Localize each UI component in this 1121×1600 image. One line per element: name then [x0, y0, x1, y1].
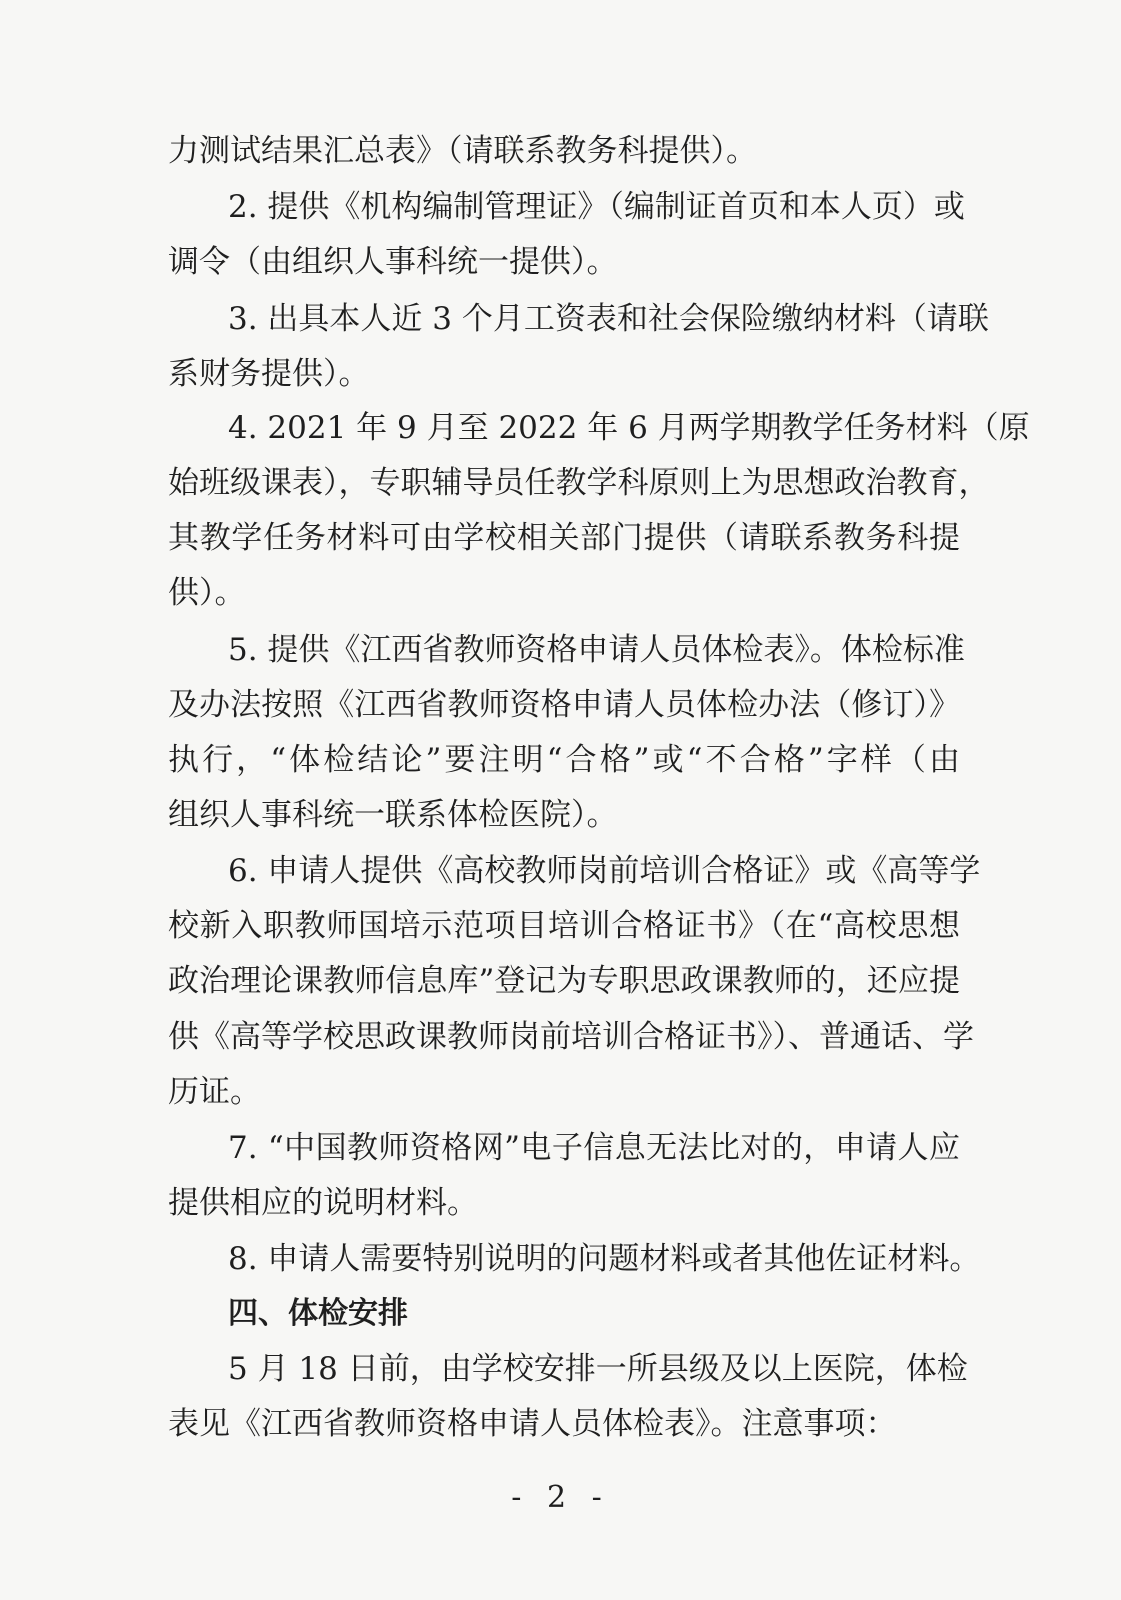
- text-line: 校新入职教师国培示范项目培训合格证书》（在“高校思想: [168, 908, 960, 944]
- text-line: 其教学任务材料可由学校相关部门提供（请联系教务科提: [168, 520, 960, 556]
- text-line: 表见《江西省教师资格申请人员体检表》。注意事项：: [168, 1406, 897, 1442]
- text-line: 提供相应的说明材料。: [168, 1185, 478, 1221]
- text-line: 5 月 18 日前，由学校安排一所县级及以上医院，体检: [228, 1351, 968, 1387]
- page-number: - 2 -: [511, 1480, 610, 1515]
- section-heading: 四、体检安排: [228, 1296, 408, 1331]
- text-line: 6. 申请人提供《高校教师岗前培训合格证》或《高等学: [228, 853, 981, 889]
- text-line: 8. 申请人需要特别说明的问题材料或者其他佐证材料。: [228, 1241, 981, 1277]
- text-line: 历证。: [168, 1074, 261, 1110]
- text-line: 组织人事科统一联系体检医院）。: [168, 797, 618, 833]
- text-line: 4. 2021 年 9 月至 2022 年 6 月两学期教学任务材料（原: [228, 410, 1030, 446]
- text-line: 始班级课表），专职辅导员任教学科原则上为思想政治教育，: [168, 465, 990, 501]
- text-line: 5. 提供《江西省教师资格申请人员体检表》。体检标准: [228, 632, 965, 668]
- text-line: 及办法按照《江西省教师资格申请人员体检办法（修订）》: [168, 687, 960, 723]
- text-line: 政治理论课教师信息库”登记为专职思政课教师的，还应提: [168, 963, 960, 999]
- text-line: 7. “中国教师资格网”电子信息无法比对的，申请人应: [228, 1130, 960, 1166]
- text-line: 3. 出具本人近 3 个月工资表和社会保险缴纳材料（请联: [228, 301, 989, 337]
- text-line: 2. 提供《机构编制管理证》（编制证首页和本人页）或: [228, 189, 965, 225]
- text-line: 供）。: [168, 575, 246, 611]
- text-line: 供《高等学校思政课教师岗前培训合格证书》）、普通话、学: [168, 1019, 974, 1055]
- text-line: 系财务提供）。: [168, 356, 370, 392]
- text-line: 调令（由组织人事科统一提供）。: [168, 244, 618, 280]
- text-line: 执行，“体检结论”要注明“合格”或“不合格”字样（由: [168, 742, 960, 778]
- text-line: 力测试结果汇总表》（请联系教务科提供）。: [168, 133, 757, 169]
